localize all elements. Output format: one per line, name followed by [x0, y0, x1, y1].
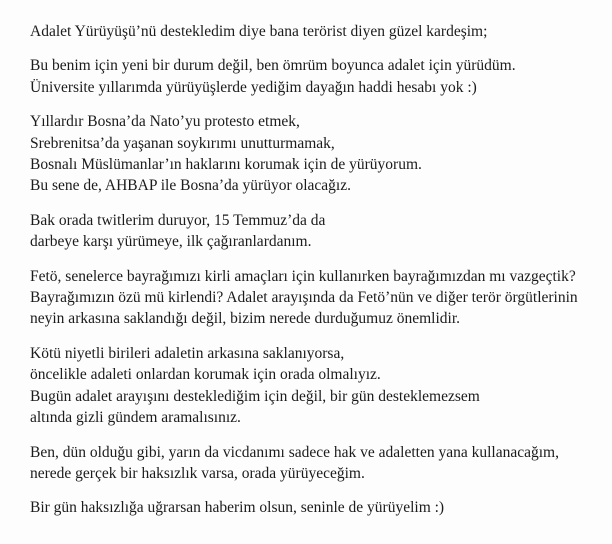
text-line: Bir gün haksızlığa uğrarsan haberim olsun, seninle de yürüyelim :)	[30, 499, 445, 517]
text-line: Bugün adalet arayışını desteklediğim için değil, bir gün desteklemezsem	[30, 387, 480, 405]
text-line: Bu benim için yeni bir durum değil, ben ömrüm boyunca adalet için yürüdüm.	[30, 57, 516, 75]
paragraph-twitler	[30, 210, 592, 253]
text-line: öncelikle adaleti onlardan korumak için orada olmalıyız.	[30, 366, 381, 384]
text-line: Bu sene de, AHBAP ile Bosna’da yürüyor olacağız.	[30, 177, 351, 195]
paragraph-bosna	[30, 111, 592, 197]
paragraph-vicdan	[30, 442, 592, 485]
text-line: Kötü niyetli birileri adaletin arkasına saklanıyorsa,	[30, 344, 345, 362]
paragraph-greeting	[30, 21, 592, 42]
paragraph-kotu-niyet	[30, 343, 592, 429]
text-line: Üniversite yıllarımda yürüyüşlerde yediğim dayağın haddi hesabı yok :)	[30, 78, 477, 96]
text-line: altında gizli gündem aramalısınız.	[30, 409, 241, 427]
text-line: darbeye karşı yürümeye, ilk çağıranlardanım.	[30, 233, 312, 251]
paragraph-closing	[30, 497, 592, 518]
text-line: Bayrağımızın özü mü kirlendi? Adalet arayışında da Fetö’nün ve diğer terör örgütlerinin	[30, 289, 578, 307]
paragraph-feto	[30, 266, 592, 330]
text-line: nerede gerçek bir haksızlık varsa, orada yürüyeceğim.	[30, 464, 365, 482]
text-line: neyin arkasına saklandığı değil, bizim nerede durduğumuz önemlidir.	[30, 310, 461, 328]
text-line: Adalet Yürüyüşü’nü destekledim diye bana terörist diyen güzel kardeşim;	[30, 23, 488, 40]
text-line: Ben, dün olduğu gibi, yarın da vicdanımı sadece hak ve adaletten yana kullanacağım,	[30, 443, 559, 461]
text-line: Yıllardır Bosna’da Nato’yu protesto etmek,	[30, 113, 300, 131]
text-line: Srebrenitsa’da yaşanan soykırımı unutturmamak,	[30, 134, 335, 152]
text-line: Bosnalı Müslümanlar’ın haklarını korumak için de yürüyorum.	[30, 156, 422, 174]
text-line: Fetö, senelerce bayrağımızı kirli amaçları için kullanırken bayrağımızdan mı vazgeçtik?	[30, 267, 576, 285]
text-line: Bak orada twitlerim duruyor, 15 Temmuz’da da	[30, 211, 326, 229]
paragraph-not-new	[30, 55, 592, 98]
